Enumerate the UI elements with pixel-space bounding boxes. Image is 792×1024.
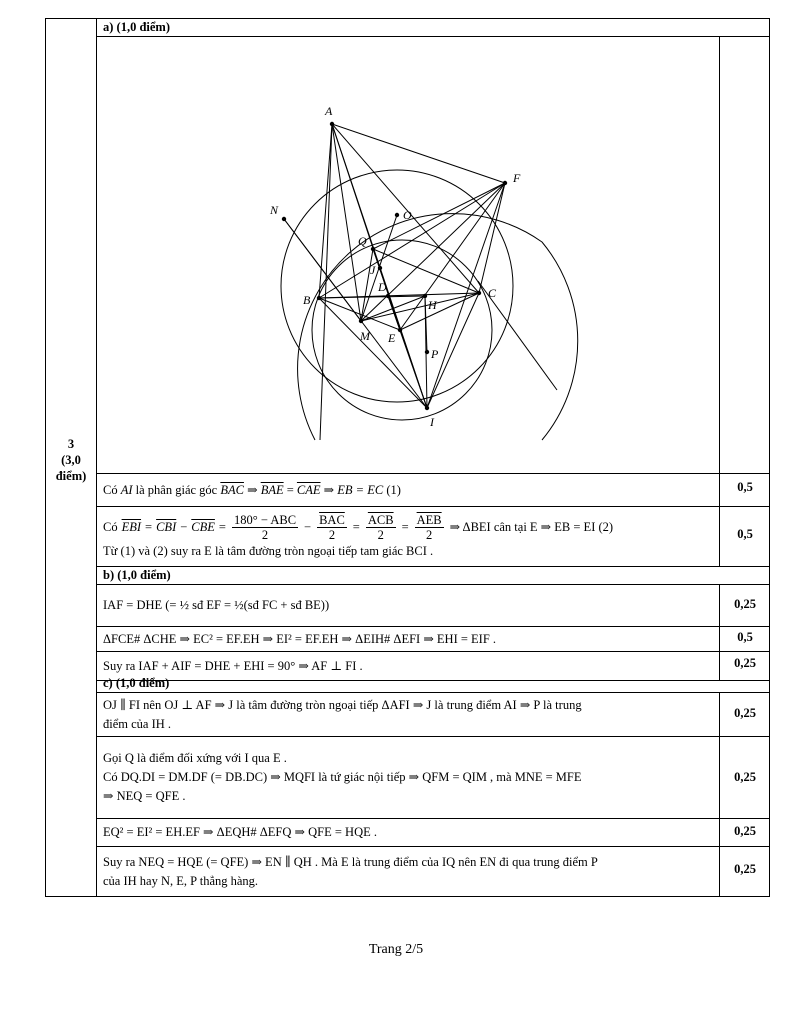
label-M: M xyxy=(360,329,370,343)
score-a1: 0,5 xyxy=(737,480,753,494)
label-I: I xyxy=(430,415,434,429)
part-c-row-1: OJ ∥ FI nên OJ ⊥ AF ⇒ J là tâm đường tròn ngoại tiếp ΔAFI ⇒ J là trung điểm AI ⇒ P là trung điểm của IH . xyxy=(103,697,582,731)
part-c-header: c) (1,0 điểm) xyxy=(103,676,170,690)
label-J: J xyxy=(370,263,376,277)
label-F: F xyxy=(513,171,521,185)
part-b-row-2: ΔFCE# ΔCHE ⇒ EC² = EF.EH ⇒ EI² = EF.EH ⇒ ΔEIH# ΔEFI ⇒ EHI = EIF . xyxy=(103,631,497,646)
part-b-row-3: Suy ra IAF + AIF = DHE + EHI = 90° ⇒ AF ⊥ FI . xyxy=(103,658,363,673)
page-footer: Trang 2/5 xyxy=(368,942,424,957)
solution-table xyxy=(45,18,770,897)
question-label: 3 (3,0 điểm) xyxy=(55,437,87,483)
part-b-row-1: IAF = DHE (= ½ sđ EF = ½(sđ FC + sđ BE)) xyxy=(103,598,330,612)
score-b1: 0,25 xyxy=(734,597,756,611)
label-D: D xyxy=(378,280,387,294)
label-N: N xyxy=(270,203,279,217)
label-H: H xyxy=(428,298,437,312)
part-c-row-2: Gọi Q là điểm đối xứng với I qua E . Có DQ.DI = DM.DF (= DB.DC) ⇒ MQFI là tứ giác nội tiếp ⇒ QFM = QIM , mà MNE = MFE ⇒ NEQ = QFE . xyxy=(103,751,582,803)
label-Q: Q xyxy=(358,234,367,248)
score-c3: 0,25 xyxy=(734,824,756,838)
score-c1: 0,25 xyxy=(734,706,756,720)
part-c-row-4: Suy ra NEQ = HQE (= QFE) ⇒ EN ∥ QH . Mà E là trung điểm của IQ nên EN đi qua trung điểm P của IH hay N, E, P thẳng hàng. xyxy=(103,854,598,888)
label-A: A xyxy=(325,104,333,118)
label-O: O xyxy=(403,208,412,222)
part-a-row-1: Có AI là phân giác góc $\overline{BAC}$ ⇒ $\overline{BAE} = \overline{CAE}$ ⇒ EB = EC (1) xyxy=(103,482,401,497)
part-c-row-3: EQ² = EI² = EH.EF ⇒ ΔEQH# ΔEFQ ⇒ QFE = HQE . xyxy=(103,825,377,839)
label-E: E xyxy=(388,331,396,345)
part-a-header: a) (1,0 điểm) xyxy=(103,20,170,34)
score-c4: 0,25 xyxy=(734,862,756,876)
part-a-row-2: Có $\overline{EBI}$ = $\overline{CBI}$ − $\overline{CBE}$ = $\frac{\text{180° − ABC}}{2}$ − $\frac{\overline{BAC}}{2}$ = $\frac{\overline{ACB}}{2}$ = $\frac{\overline{AEB}}{2}$ ⇒ ΔBEI cân tại E ⇒ EB = EI (2) Từ (1) và (2) suy ra E là tâm đường tròn ngoại tiếp tam giác BCI . xyxy=(103,512,614,558)
part-b-header: b) (1,0 điểm) xyxy=(103,568,171,582)
label-C: C xyxy=(488,286,497,300)
score-a2: 0,5 xyxy=(737,527,753,541)
score-b2: 0,5 xyxy=(737,630,753,644)
label-B: B xyxy=(303,293,311,307)
geometry-figure xyxy=(97,37,719,473)
score-b3: 0,25 xyxy=(734,656,756,670)
label-P: P xyxy=(431,347,439,361)
score-c2: 0,25 xyxy=(734,770,756,784)
